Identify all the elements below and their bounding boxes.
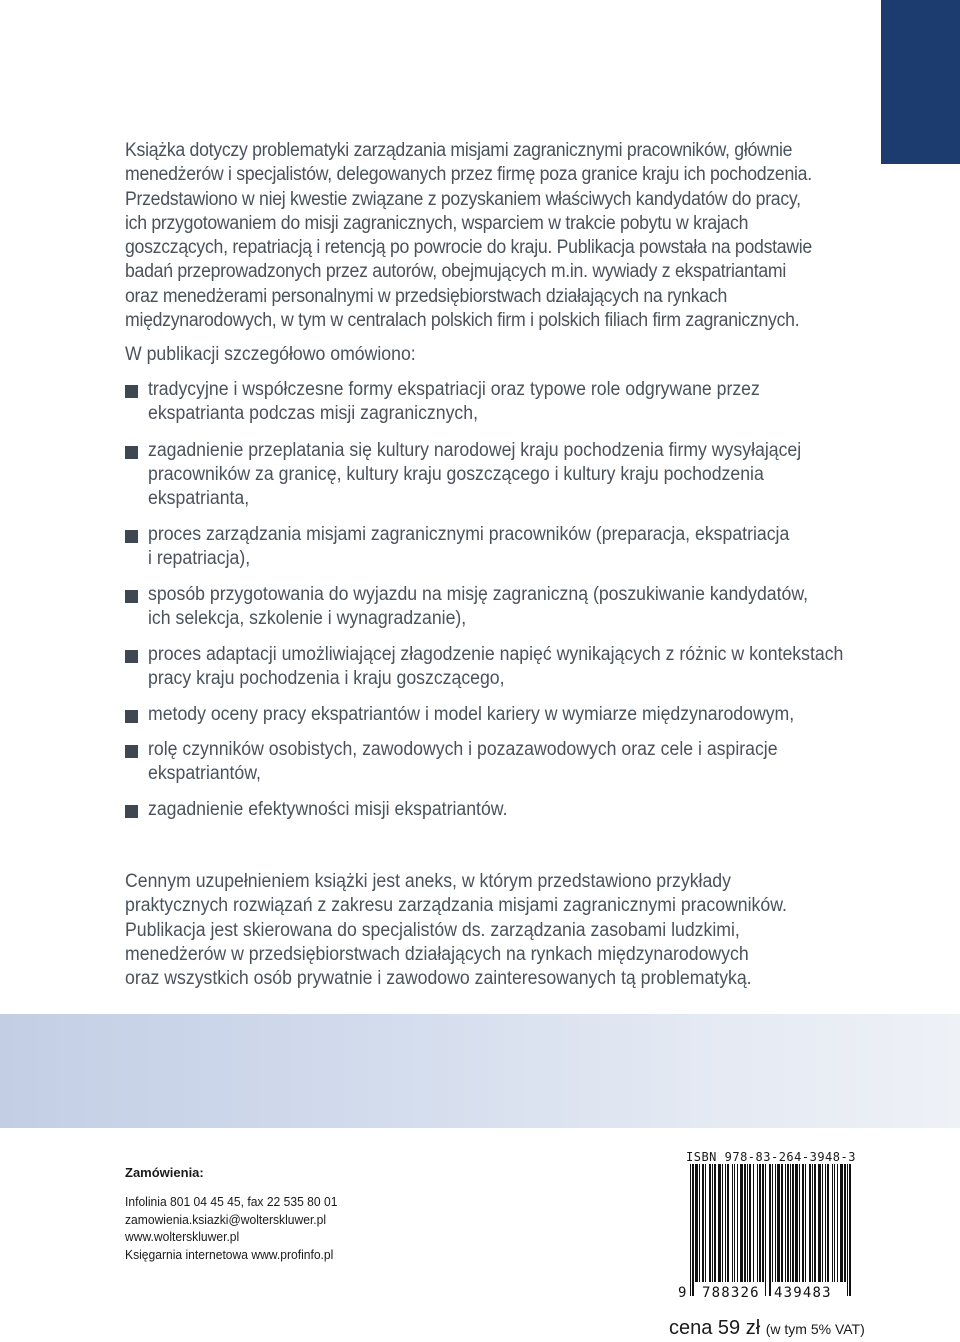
barcode-bar — [749, 1164, 751, 1282]
barcode-bar — [825, 1164, 826, 1282]
barcode-bar — [775, 1164, 776, 1282]
intro-paragraph — [125, 139, 865, 333]
intro-line: oraz menedżerami personalnymi w przedsiębiorstwach działających na rynkach — [125, 285, 728, 307]
list-item: zagadnienie efektywności misji ekspatriantów. — [125, 798, 885, 822]
list-item: zagadnienie przeplatania się kultury narodowej kraju pochodzenia firmy wysyłającej pracowników za granicę, kultury kraju goszczącego i kultury kraju pochodzenia ekspatrianta, — [125, 439, 885, 511]
barcode-bar — [772, 1164, 773, 1282]
barcode-bar — [692, 1164, 694, 1296]
price-main: cena 59 zł — [669, 1317, 761, 1339]
list-item: tradycyjne i współczesne formy ekspatriacji oraz typowe role odgrywane przez ekspatrianta podczas misji zagranicznych, — [125, 378, 885, 426]
list-item: proces zarządzania misjami zagranicznymi pracowników (preparacja, ekspatriacja i repatriacja), — [125, 523, 885, 571]
closing-line: Cennym uzupełnieniem książki jest aneks, w którym przedstawiono przykłady — [125, 871, 731, 892]
barcode-bar — [744, 1164, 746, 1282]
barcode-bar — [747, 1164, 748, 1282]
barcode-bar — [787, 1164, 789, 1282]
orders-heading: Zamówienia: — [125, 1165, 204, 1180]
barcode-bar — [849, 1164, 851, 1296]
square-bullet-icon — [125, 446, 138, 459]
list-item: metody oceny pracy ekspatriantów i model kariery w wymiarze międzynarodowym, — [125, 703, 885, 727]
square-bullet-icon — [125, 805, 138, 818]
barcode-bar — [809, 1164, 811, 1282]
barcode-bar — [732, 1164, 733, 1282]
barcode-bar — [837, 1164, 838, 1282]
barcode-bar — [714, 1164, 716, 1282]
closing-paragraph — [125, 870, 832, 991]
barcode-bar — [699, 1164, 700, 1282]
intro-line: międzynarodowych, w tym w centralach polskich firm i polskich filiach firm zagranicznych. — [125, 310, 800, 332]
intro-line: badań przeprowadzonych przez autorów, obejmujących m.in. wywiady z ekspatriantami — [125, 261, 786, 283]
barcode-bar — [734, 1164, 735, 1282]
barcode-bar — [737, 1164, 738, 1282]
list-item: sposób przygotowania do wyjazdu na misję zagraniczną (poszukiwanie kandydatów, ich selekcja, szkolenie i wynagradzanie), — [125, 583, 885, 631]
barcode-bar — [769, 1164, 771, 1296]
barcode-bar — [795, 1164, 798, 1282]
barcode-bar — [781, 1164, 783, 1282]
square-bullet-icon — [125, 385, 138, 398]
barcode-bar — [777, 1164, 780, 1282]
barcode-bar — [740, 1164, 743, 1282]
price-label — [669, 1317, 865, 1340]
barcode-bar — [757, 1164, 758, 1282]
closing-line: Publikacja jest skierowana do specjalistów ds. zarządzania zasobami ludzkimi, — [125, 919, 740, 941]
square-bullet-icon — [125, 650, 138, 663]
barcode-bar — [702, 1164, 704, 1282]
barcode-digit-lead: 9 — [678, 1285, 687, 1300]
intro-line: goszczących, repatriacją i retencją po powrocie do kraju. Publikacja powstała na podstawie — [125, 237, 812, 259]
barcode-bar — [712, 1164, 713, 1282]
barcode-bar — [765, 1164, 766, 1296]
barcode-bar — [802, 1164, 804, 1282]
intro-line: menedżerów i specjalistów, delegowanych przez firmę poza granice kraju ich pochodzenia. — [125, 164, 812, 186]
barcode-bar — [709, 1164, 711, 1282]
barcode-bar — [799, 1164, 800, 1282]
gradient-band — [0, 1014, 960, 1128]
barcode-bar — [840, 1164, 843, 1282]
orders-contact — [125, 1165, 405, 1263]
barcode-bar — [792, 1164, 794, 1282]
barcode-icon — [676, 1164, 856, 1300]
barcode-bar — [827, 1164, 829, 1282]
barcode-bar — [695, 1164, 698, 1282]
square-bullet-icon — [125, 530, 138, 543]
square-bullet-icon — [125, 590, 138, 603]
barcode-digits-left: 788326 — [702, 1285, 760, 1300]
price-vat: (w tym 5% VAT) — [765, 1321, 865, 1337]
barcode-bar — [690, 1164, 691, 1296]
square-bullet-icon — [125, 710, 138, 723]
barcode-bar — [718, 1164, 721, 1282]
isbn-label: ISBN 978-83-264-3948-3 — [686, 1150, 856, 1164]
barcode-bar — [847, 1164, 848, 1296]
closing-line: menedżerów w przedsiębiorstwach działających na rynkach międzynarodowych — [125, 943, 749, 965]
orders-bookstore: Księgarnia internetowa www.profinfo.pl — [125, 1246, 334, 1262]
intro-line: ich przygotowaniem do misji zagranicznych, wsparciem w trakcie pobytu w krajach — [125, 212, 749, 234]
intro-line: Przedstawiono w niej kwestie związane z pozyskaniem właściwych kandydatów do pracy, — [125, 188, 801, 210]
barcode-digits-right: 439483 — [774, 1285, 832, 1300]
barcode-bar — [725, 1164, 726, 1282]
barcode-bar — [834, 1164, 835, 1282]
square-bullet-icon — [125, 745, 138, 758]
corner-accent-bar — [881, 0, 960, 164]
barcode-bar — [814, 1164, 816, 1282]
closing-line: oraz wszystkich osób prywatnie i zawodowo zainteresowanych tą problematyką. — [125, 968, 752, 990]
list-item: rolę czynników osobistych, zawodowych i pozazawodowych oraz cele i aspiracje ekspatriantów, — [125, 738, 885, 786]
barcode-bar — [785, 1164, 786, 1282]
barcode-bar — [812, 1164, 813, 1282]
barcode-bar — [705, 1164, 706, 1282]
closing-line: praktycznych rozwiązań z zakresu zarządzania misjami zagranicznymi pracowników. — [125, 895, 787, 917]
list-item: proces adaptacji umożliwiającej złagodzenie napięć wynikających z różnic w kontekstach pracy kraju pochodzenia i kraju goszczącego, — [125, 643, 885, 691]
barcode-bar — [818, 1164, 821, 1282]
orders-website: www.wolterskluwer.pl — [125, 1229, 240, 1244]
barcode-bar — [832, 1164, 833, 1282]
barcode-bar — [790, 1164, 791, 1282]
barcode-bar — [759, 1164, 761, 1282]
intro-line: Książka dotyczy problematyki zarządzania misjami zagranicznymi pracowników, głównie — [125, 140, 793, 161]
barcode-bar — [727, 1164, 729, 1282]
barcode-bar — [753, 1164, 754, 1282]
barcode-bar — [722, 1164, 723, 1282]
barcode-bar — [822, 1164, 823, 1282]
orders-email: zamowienia.ksiazki@wolterskluwer.pl — [125, 1211, 327, 1227]
bullets-lead: W publikacji szczegółowo omówiono: — [125, 344, 416, 365]
barcode-bar — [844, 1164, 846, 1282]
barcode-bar — [805, 1164, 806, 1282]
barcode-bar — [762, 1164, 764, 1282]
orders-phone: Infolinia 801 04 45 45, fax 22 535 80 01 — [125, 1194, 338, 1209]
